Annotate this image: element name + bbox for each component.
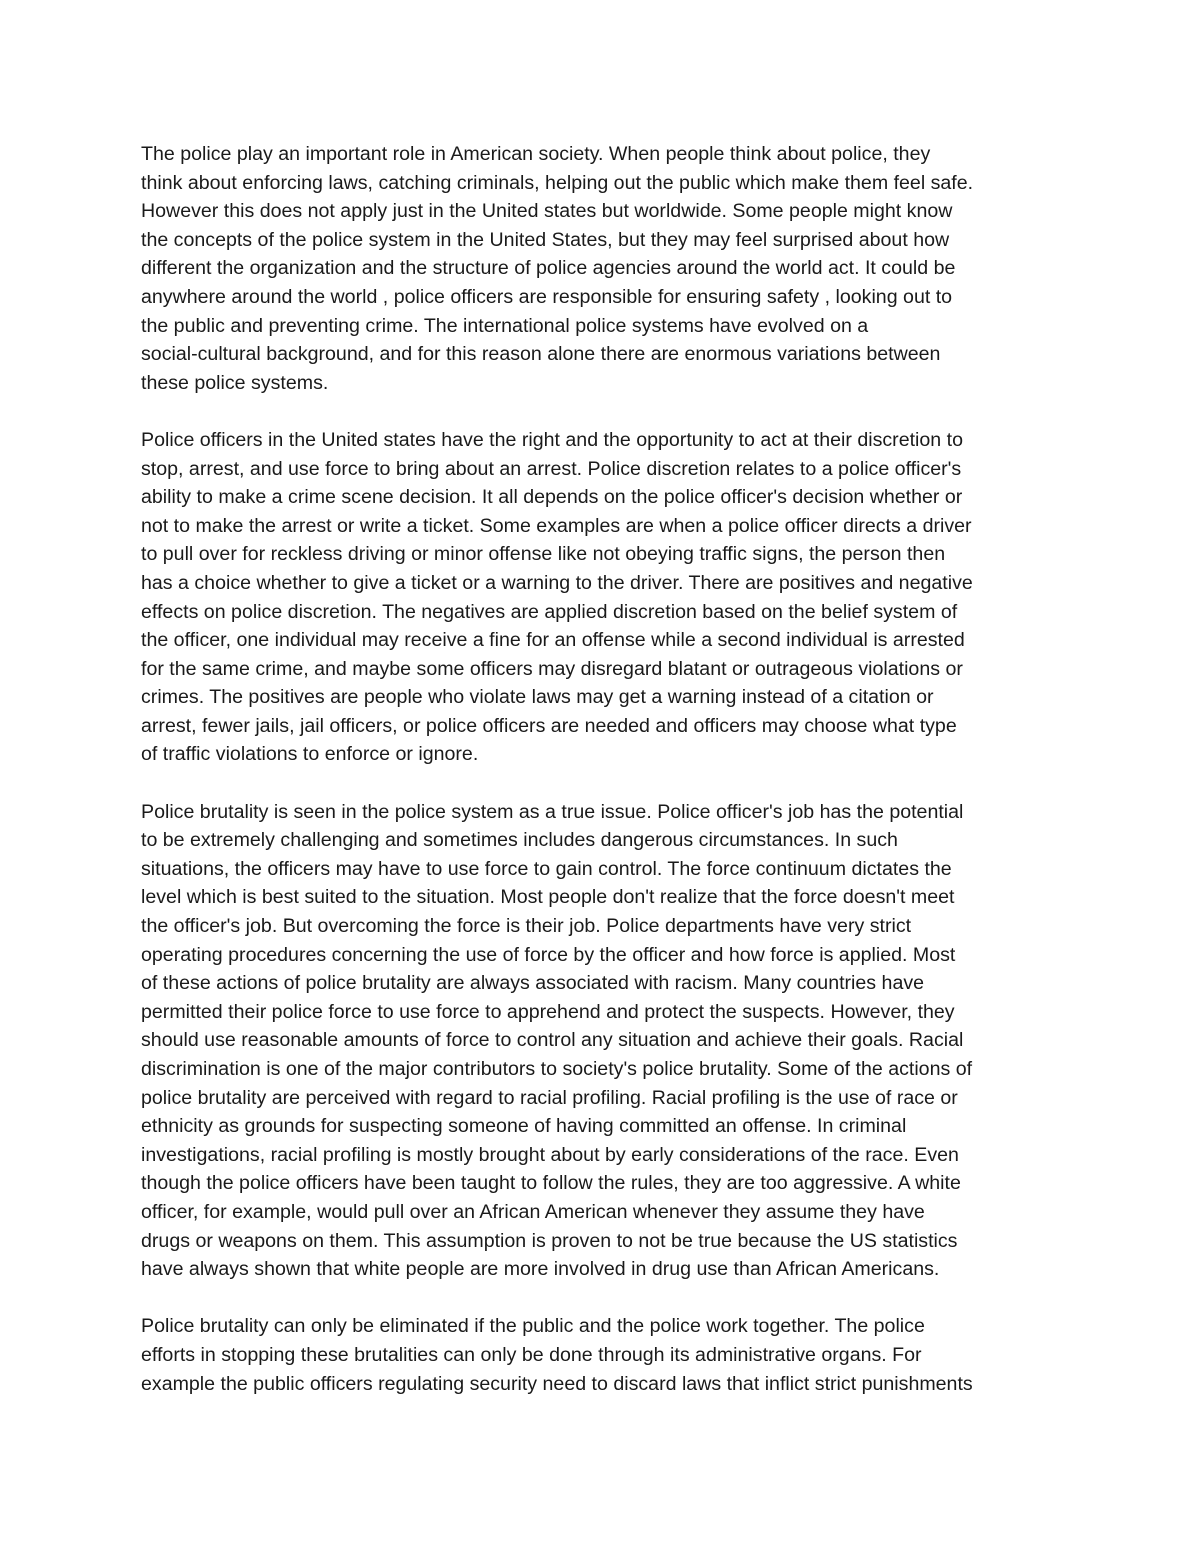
text-line: for the same crime, and maybe some officers may disregard blatant or outrageous violations or — [141, 657, 963, 680]
text-line: of these actions of police brutality are always associated with racism. Many countries have — [141, 972, 925, 995]
text-line: permitted their police force to use force to apprehend and protect the suspects. However, they — [141, 1000, 955, 1023]
text-line: think about enforcing laws, catching criminals, helping out the public which make them feel safe. — [141, 171, 974, 194]
text-line: stop, arrest, and use force to bring about an arrest. Police discretion relates to a police officer's — [141, 457, 962, 480]
paragraph-3 — [141, 798, 1081, 1284]
text-line: the officer, one individual may receive a fine for an offense while a second individual is arrested — [141, 629, 965, 652]
text-line: has a choice whether to give a ticket or a warning to the driver. There are positives and negative — [141, 571, 973, 594]
text-line: different the organization and the structure of police agencies around the world act. It could be — [141, 257, 956, 280]
text-line: the officer's job. But overcoming the force is their job. Police departments have very strict — [141, 915, 912, 938]
text-line: officer, for example, would pull over an African American whenever they assume they have — [141, 1200, 925, 1223]
text-line: However this does not apply just in the United states but worldwide. Some people might know — [141, 200, 953, 223]
text-line: Police brutality is seen in the police system as a true issue. Police officer's job has the potential — [141, 800, 964, 823]
document-body — [141, 140, 1081, 1427]
text-line: effects on police discretion. The negatives are applied discretion based on the belief system of — [141, 600, 958, 623]
text-line: example the public officers regulating security need to discard laws that inflict strict punishments — [141, 1372, 973, 1395]
text-line: arrest, fewer jails, jail officers, or police officers are needed and officers may choose what type — [141, 714, 957, 737]
text-line: anywhere around the world , police officers are responsible for ensuring safety , looking out to — [141, 285, 953, 308]
text-line: should use reasonable amounts of force to control any situation and achieve their goals. Racial — [141, 1029, 964, 1052]
text-line: police brutality are perceived with regard to racial profiling. Racial profiling is the use of race or — [141, 1086, 958, 1109]
text-line: crimes. The positives are people who violate laws may get a warning instead of a citation or — [141, 686, 934, 709]
text-line: have always shown that white people are more involved in drug use than African Americans. — [141, 1258, 940, 1281]
text-line: social-cultural background, and for this reason alone there are enormous variations between — [141, 343, 941, 366]
text-line: the concepts of the police system in the United States, but they may feel surprised about how — [141, 228, 950, 251]
text-line: level which is best suited to the situation. Most people don't realize that the force doesn't meet — [141, 886, 955, 909]
text-line: efforts in stopping these brutalities can only be done through its administrative organs. For — [141, 1343, 922, 1366]
text-line: of traffic violations to enforce or ignore. — [141, 743, 479, 766]
text-line: The police play an important role in American society. When people think about police, they — [141, 143, 931, 165]
text-line: situations, the officers may have to use force to gain control. The force continuum dictates the — [141, 857, 952, 880]
paragraph-4 — [141, 1312, 1081, 1398]
text-line: though the police officers have been taught to follow the rules, they are too aggressive. A white — [141, 1172, 961, 1195]
text-line: ability to make a crime scene decision. It all depends on the police officer's decision whether or — [141, 486, 963, 509]
text-line: investigations, racial profiling is mostly brought about by early considerations of the race. Even — [141, 1143, 959, 1166]
text-line: these police systems. — [141, 371, 329, 394]
text-line: not to make the arrest or write a ticket. Some examples are when a police officer directs a driver — [141, 514, 972, 537]
text-line: Police officers in the United states have the right and the opportunity to act at their discretion to — [141, 428, 963, 451]
text-line: ethnicity as grounds for suspecting someone of having committed an offense. In criminal — [141, 1115, 907, 1138]
paragraph-1 — [141, 140, 1081, 397]
text-line: Police brutality can only be eliminated if the public and the police work together. The police — [141, 1315, 925, 1338]
text-line: the public and preventing crime. The international police systems have evolved on a — [141, 314, 869, 337]
text-line: to pull over for reckless driving or minor offense like not obeying traffic signs, the person then — [141, 543, 946, 566]
text-line: discrimination is one of the major contributors to society's police brutality. Some of the actions of — [141, 1058, 973, 1080]
text-line: operating procedures concerning the use of force by the officer and how force is applied. Most — [141, 943, 956, 966]
text-line: drugs or weapons on them. This assumption is proven to not be true because the US statistics — [141, 1229, 958, 1252]
text-line: to be extremely challenging and sometimes includes dangerous circumstances. In such — [141, 829, 898, 852]
paragraph-2 — [141, 426, 1081, 769]
